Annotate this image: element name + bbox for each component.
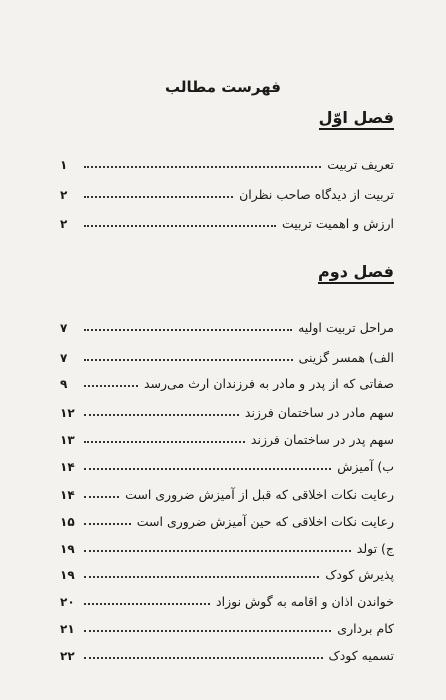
toc-entry	[60, 482, 394, 502]
page-title: فهرست مطالب	[165, 78, 281, 96]
toc-entry-label: رعایت نکات اخلاقی که حین آمیزش ضروری است	[136, 514, 394, 529]
toc-entry	[60, 509, 394, 529]
toc-entry	[60, 562, 394, 582]
toc-entry	[60, 371, 394, 391]
toc-entry	[60, 454, 394, 474]
toc-entry-page: ۱۲	[60, 406, 75, 420]
toc-entry-label: صفاتی که از پدر و مادر به فرزندان ارث می‌رسد	[143, 376, 394, 391]
toc-entry-label: کام برداری	[337, 621, 394, 636]
toc-entry-page: ۲	[60, 217, 68, 231]
toc-entry-label: تسمیه کودک	[328, 648, 394, 663]
toc-entry	[60, 616, 394, 636]
toc-entry-label: رعایت نکات اخلاقی که قبل از آمیزش ضروری است	[125, 487, 394, 502]
toc-entry-label: تعریف تربیت	[327, 157, 394, 172]
chapter-heading-1: فصل اوّل	[319, 108, 394, 130]
toc-entry-label: سهم مادر در ساختمان فرزند	[244, 405, 394, 420]
toc-entry-page: ۱۵	[60, 515, 75, 529]
dot-leader	[84, 602, 210, 605]
toc-entry-page: ۱۹	[60, 542, 75, 556]
toc-entry-page: ۱۴	[60, 488, 75, 502]
dot-leader	[84, 413, 239, 416]
dot-leader	[84, 195, 233, 198]
toc-entry-page: ۷	[60, 351, 68, 365]
toc-entry	[60, 345, 394, 365]
toc-entry-label: تربیت از دیدگاه صاحب نظران	[239, 187, 394, 202]
dot-leader	[84, 328, 292, 331]
toc-entry-page: ۲۱	[60, 622, 75, 636]
toc-entry	[60, 211, 394, 231]
dot-leader	[84, 165, 321, 168]
toc-entry-page: ۷	[60, 321, 68, 335]
toc-entry	[60, 589, 394, 609]
toc-entry	[60, 152, 394, 172]
toc-entry	[60, 315, 394, 335]
dot-leader	[84, 575, 319, 578]
toc-entry	[60, 182, 394, 202]
dot-leader	[84, 224, 276, 227]
toc-entry-page: ۱۳	[60, 433, 75, 447]
toc-entry-label: الف) همسر گزینی	[298, 350, 394, 365]
toc-entry	[60, 536, 394, 556]
dot-leader	[84, 495, 119, 498]
dot-leader	[84, 358, 293, 361]
dot-leader	[84, 467, 331, 470]
dot-leader	[84, 656, 323, 659]
dot-leader	[84, 440, 245, 443]
dot-leader	[84, 549, 351, 552]
toc-entry-page: ۲۲	[60, 649, 75, 663]
toc-entry	[60, 400, 394, 420]
toc-entry-page: ۱	[60, 158, 68, 172]
toc-entry	[60, 643, 394, 663]
toc-entry-label: سهم پدر در ساختمان فرزند	[250, 432, 394, 447]
chapter-heading-2: فصل دوم	[318, 262, 394, 284]
dot-leader	[84, 384, 138, 387]
toc-entry-label: پذیرش کودک	[325, 567, 394, 582]
toc-entry-label: خواندن اذان و اقامه به گوش نوزاد	[216, 594, 394, 609]
toc-entry-label: ب) آمیزش	[337, 459, 394, 474]
toc-entry-page: ۱۹	[60, 568, 75, 582]
toc-entry-label: ج) تولد	[356, 541, 394, 556]
toc-entry-page: ۱۴	[60, 460, 75, 474]
dot-leader	[84, 629, 331, 632]
toc-entry-page: ۹	[60, 377, 68, 391]
toc-entry-label: ارزش و اهمیت تربیت	[282, 216, 394, 231]
toc-entry-page: ۲۰	[60, 595, 75, 609]
toc-entry-label: مراحل تربیت اولیه	[298, 320, 394, 335]
toc-entry-page: ۲	[60, 188, 68, 202]
dot-leader	[84, 522, 131, 525]
toc-entry	[60, 427, 394, 447]
